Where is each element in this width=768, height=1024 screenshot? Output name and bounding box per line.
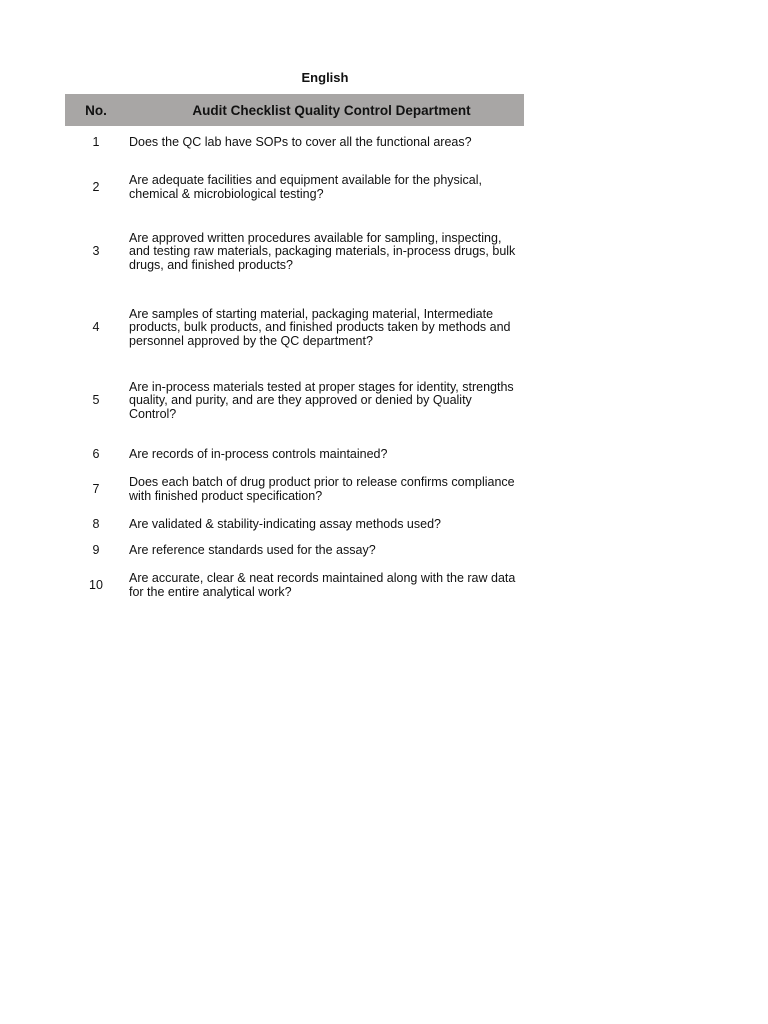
row-number: 4 [92, 320, 100, 335]
table-row [65, 476, 524, 504]
table-row [65, 447, 524, 463]
table-header [65, 94, 524, 126]
language-label: English [301, 70, 349, 85]
row-number: 1 [92, 135, 100, 150]
row-number: 6 [92, 447, 100, 462]
row-question: Are accurate, clear & neat records maintained along with the raw data for the entire analytical work? [129, 571, 516, 599]
row-question: Are samples of starting material, packaging material, Intermediate products, bulk products, and finished products taken by methods and personnel approved by the QC department? [129, 306, 511, 348]
row-question: Are approved written procedures available for sampling, inspecting, and testing raw materials, packaging materials, in-process drugs, bulk drugs, and finished products? [129, 230, 516, 272]
table-row [65, 231, 524, 273]
table-row [65, 135, 524, 151]
row-number: 8 [92, 517, 100, 532]
row-question: Are in-process materials tested at proper stages for identity, strengths quality, and purity, and are they approved or denied by Quality Control? [129, 379, 514, 421]
table-row [65, 543, 524, 559]
row-question: Are adequate facilities and equipment available for the physical, chemical & microbiological testing? [129, 173, 482, 201]
row-number: 9 [92, 543, 100, 558]
header-no: No. [85, 102, 107, 118]
row-question: Does each batch of drug product prior to release confirms compliance with finished product specification? [129, 475, 515, 503]
row-question: Are reference standards used for the assay? [129, 543, 376, 558]
row-number: 10 [89, 578, 103, 593]
row-question: Are records of in-process controls maintained? [129, 447, 388, 462]
row-number: 5 [92, 393, 100, 408]
table-row [65, 307, 524, 349]
header-title: Audit Checklist Quality Control Department [192, 102, 471, 118]
row-question: Does the QC lab have SOPs to cover all the functional areas? [129, 135, 472, 150]
row-number: 3 [92, 244, 100, 259]
table-row [65, 380, 524, 422]
table-row [65, 517, 524, 533]
row-number: 2 [92, 180, 100, 195]
row-number: 7 [92, 482, 100, 497]
table-row [65, 572, 524, 600]
row-question: Are validated & stability-indicating assay methods used? [129, 517, 441, 532]
table-row [65, 174, 524, 202]
